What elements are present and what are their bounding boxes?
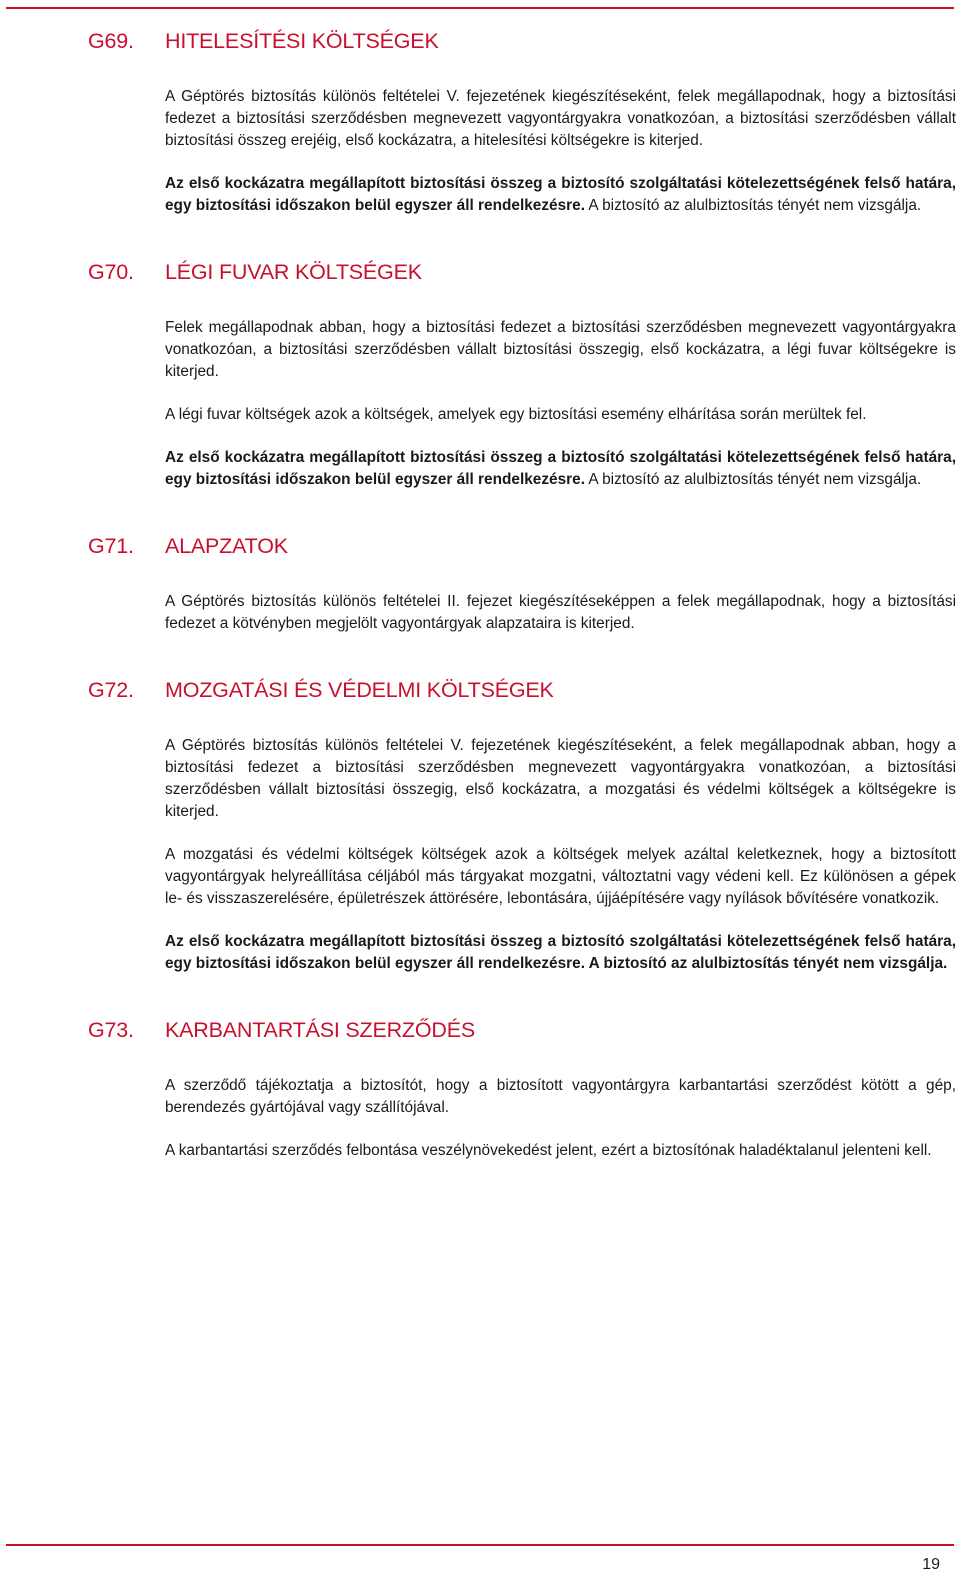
section-number: G72. [88,678,134,702]
paragraph [165,591,956,635]
section-number: G71. [88,534,134,558]
section-body [88,591,956,635]
section-number: G69. [88,29,134,53]
paragraph [165,86,956,152]
section-g70 [88,257,956,491]
section-body [88,1075,956,1162]
section-title: MOZGATÁSI ÉS VÉDELMI KÖLTSÉGEK [165,678,554,702]
body-text: A légi fuvar költségek azok a költségek, amelyek egy biztosítási esemény elhárítása során merültek fel. [165,406,867,423]
section-heading [88,675,956,705]
section-heading [88,257,956,287]
bottom-rule [6,1544,954,1546]
page-number: 19 [922,1556,940,1573]
top-rule [6,7,954,9]
paragraph [165,404,956,426]
paragraph [165,173,956,217]
paragraph [165,317,956,383]
body-text: A Géptörés biztosítás különös feltételei II. fejezet kiegészítéseképpen a felek megállapodnak, hogy a biztosítási fedezet a kötvényben megjelölt vagyontárgyak alapzataira is kiterjed. [165,593,956,632]
body-text: A Géptörés biztosítás különös feltételei V. fejezetének kiegészítéseként, felek megállapodnak, hogy a biztosítási fedezet a biztosítási szerződésben megnevezett vagyontárgyakra vonatkozóan, a biztosítási szerződésben vállalt biztosítási összeg erejéig, első kockázatra, a hitelesítési költségekre is kiterjed. [165,88,956,149]
section-g72 [88,675,956,975]
body-text: A biztosító az alulbiztosítás tényét nem vizsgálja. [584,197,922,214]
section-g69 [88,26,956,217]
page-content [88,26,956,1202]
section-body [88,735,956,975]
section-title: ALAPZATOK [165,534,288,558]
body-text: A mozgatási és védelmi költségek költségek azok a költségek melyek azáltal keletkeznek, hogy a biztosított vagyontárgyak helyreállítása céljából más tárgyakat mozgatni, változtatni vagy védeni kell. Ez különösen a gépek le- és visszaszerelésére, épületrészek áttörésére, lebontására, újjáépítésére vagy nyílások bővítésére vonatkozik. [165,846,956,907]
body-text: Felek megállapodnak abban, hogy a biztosítási fedezet a biztosítási szerződésben megnevezett vagyontárgyakra vonatkozóan, a biztosítási szerződésben vállalt biztosítási összegig, első kockázatra, a légi fuvar költségekre is kiterjed. [165,319,956,380]
section-body [88,86,956,217]
paragraph [165,447,956,491]
bold-text: Az első kockázatra megállapított biztosítási összeg a biztosító szolgáltatási kötelezettségének felső határa, egy biztosítási időszakon belül egyszer áll rendelkezésre. A biztosító az alulbiztosítás tényét nem vizsgálja. [165,933,956,972]
section-number: G70. [88,260,134,284]
section-heading [88,531,956,561]
section-number: G73. [88,1018,134,1042]
paragraph [165,844,956,910]
bold-text: Az első kockázatra megállapított biztosítási összeg a biztosító szolgáltatási kötelezettségének felső határa, egy biztosítási időszakon belül egyszer áll rendelkezésre. [165,175,956,214]
body-text: A Géptörés biztosítás különös feltételei V. fejezetének kiegészítéseként, a felek megállapodnak abban, hogy a biztosítási fedezet a biztosítási szerződésben megnevezett vagyontárgyakra vonatkozóan, a biztosítási szerződésben vállalt biztosítási összegig, első kockázatra, a mozgatási és védelmi költségek a költségekre is kiterjed. [165,737,956,820]
section-g73 [88,1015,956,1162]
body-text: A karbantartási szerződés felbontása veszélynövekedést jelent, ezért a biztosítónak haladéktalanul jelenteni kell. [165,1142,932,1159]
section-title: LÉGI FUVAR KÖLTSÉGEK [165,260,422,284]
section-title: HITELESÍTÉSI KÖLTSÉGEK [165,29,439,53]
paragraph [165,1075,956,1119]
section-g71 [88,531,956,635]
section-heading [88,1015,956,1045]
section-heading [88,26,956,56]
bold-text: Az első kockázatra megállapított biztosítási összeg a biztosító szolgáltatási kötelezettségének felső határa, egy biztosítási időszakon belül egyszer áll rendelkezésre. [165,449,956,488]
section-body [88,317,956,491]
body-text: A biztosító az alulbiztosítás tényét nem vizsgálja. [584,471,922,488]
paragraph [165,931,956,975]
paragraph [165,735,956,823]
section-title: KARBANTARTÁSI SZERZŐDÉS [165,1018,475,1042]
paragraph [165,1140,956,1162]
body-text: A szerződő tájékoztatja a biztosítót, hogy a biztosított vagyontárgyra karbantartási szerződést kötött a gép, berendezés gyártójával vagy szállítójával. [165,1077,956,1116]
